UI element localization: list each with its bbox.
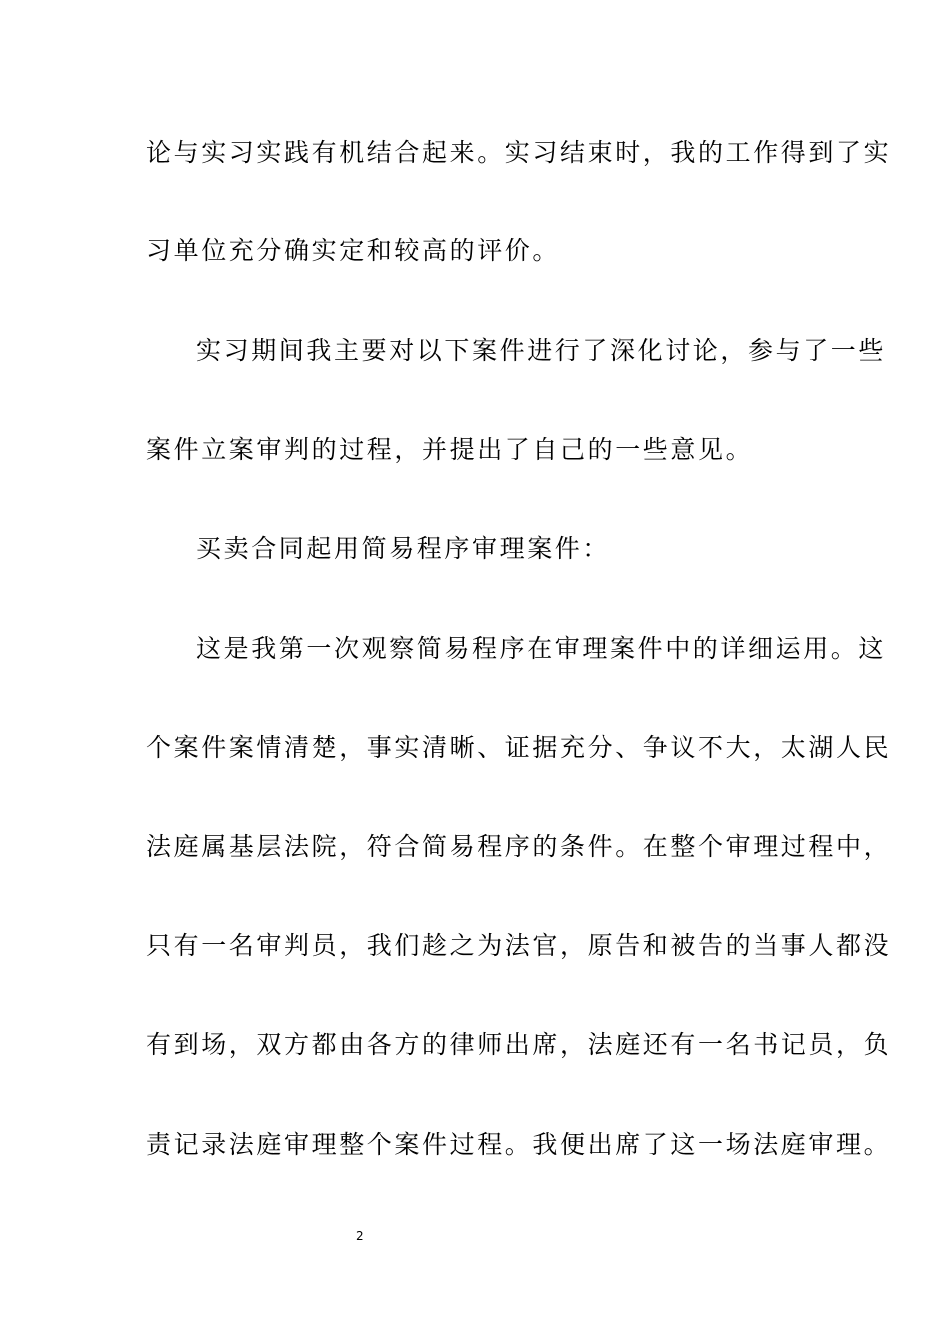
text-line-5: 买卖合同起用简易程序审理案件： xyxy=(196,534,611,563)
text-line-8: 法庭属基层法院，符合简易程序的条件。在整个审理过程中， xyxy=(146,832,892,861)
text-line-11: 责记录法庭审理整个案件过程。我便出席了这一场法庭审理。 xyxy=(146,1130,892,1159)
text-line-9: 只有一名审判员，我们趁之为法官，原告和被告的当事人都没 xyxy=(146,931,892,960)
text-line-6: 这是我第一次观察简易程序在审理案件中的详细运用。这 xyxy=(196,634,887,663)
text-line-7: 个案件案情清楚，事实清晰、证据充分、争议不大，太湖人民 xyxy=(146,733,892,762)
page-number: 2 xyxy=(356,1229,364,1243)
text-line-3: 实习期间我主要对以下案件进行了深化讨论，参与了一些 xyxy=(196,336,887,365)
text-line-2: 习单位充分确实定和较高的评价。 xyxy=(146,236,561,265)
text-line-1: 论与实习实践有机结合起来。实习结束时，我的工作得到了实 xyxy=(146,138,892,167)
text-line-4: 案件立案审判的过程，并提出了自己的一些意见。 xyxy=(146,435,754,464)
text-line-10: 有到场，双方都由各方的律师出席，法庭还有一名书记员，负 xyxy=(146,1030,892,1059)
